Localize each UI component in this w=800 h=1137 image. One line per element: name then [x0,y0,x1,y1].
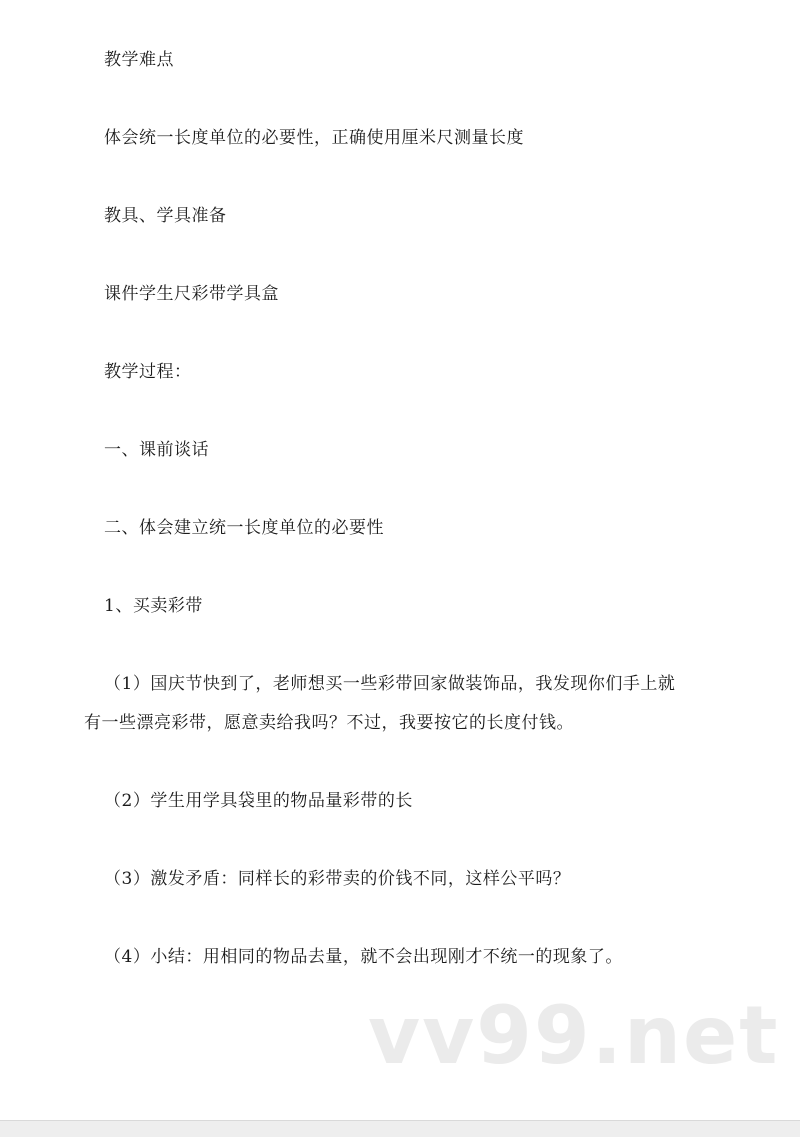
paragraph-item-1-line-2: 有一些漂亮彩带，愿意卖给我吗？不过，我要按它的长度付钱。 [84,713,574,733]
paragraph-section-2: 二、体会建立统一长度单位的必要性 [104,518,384,538]
paragraph-item-2: （2）学生用学具袋里的物品量彩带的长 [104,791,413,811]
site-watermark: vv99.net [368,989,780,1082]
paragraph-heading-materials: 教具、学具准备 [104,206,227,226]
paragraph-subsection-1: 1、买卖彩带 [104,596,203,616]
paragraph-section-1: 一、课前谈话 [104,440,209,460]
paragraph-item-3: （3）激发矛盾：同样长的彩带卖的价钱不同，这样公平吗？ [104,869,571,889]
paragraph-item-4: （4）小结：用相同的物品去量，就不会出现刚才不统一的现象了。 [104,947,623,967]
page-bottom-edge [0,1120,800,1137]
paragraph-item-1-line-1: （1）国庆节快到了，老师想买一些彩带回家做装饰品，我发现你们手上就 [104,674,676,694]
paragraph-difficulty-text: 体会统一长度单位的必要性，正确使用厘米尺测量长度 [104,128,524,148]
paragraph-heading-difficulty: 教学难点 [104,50,174,70]
paragraph-materials-text: 课件学生尺彩带学具盒 [104,284,279,304]
paragraph-heading-process: 教学过程： [104,362,192,382]
